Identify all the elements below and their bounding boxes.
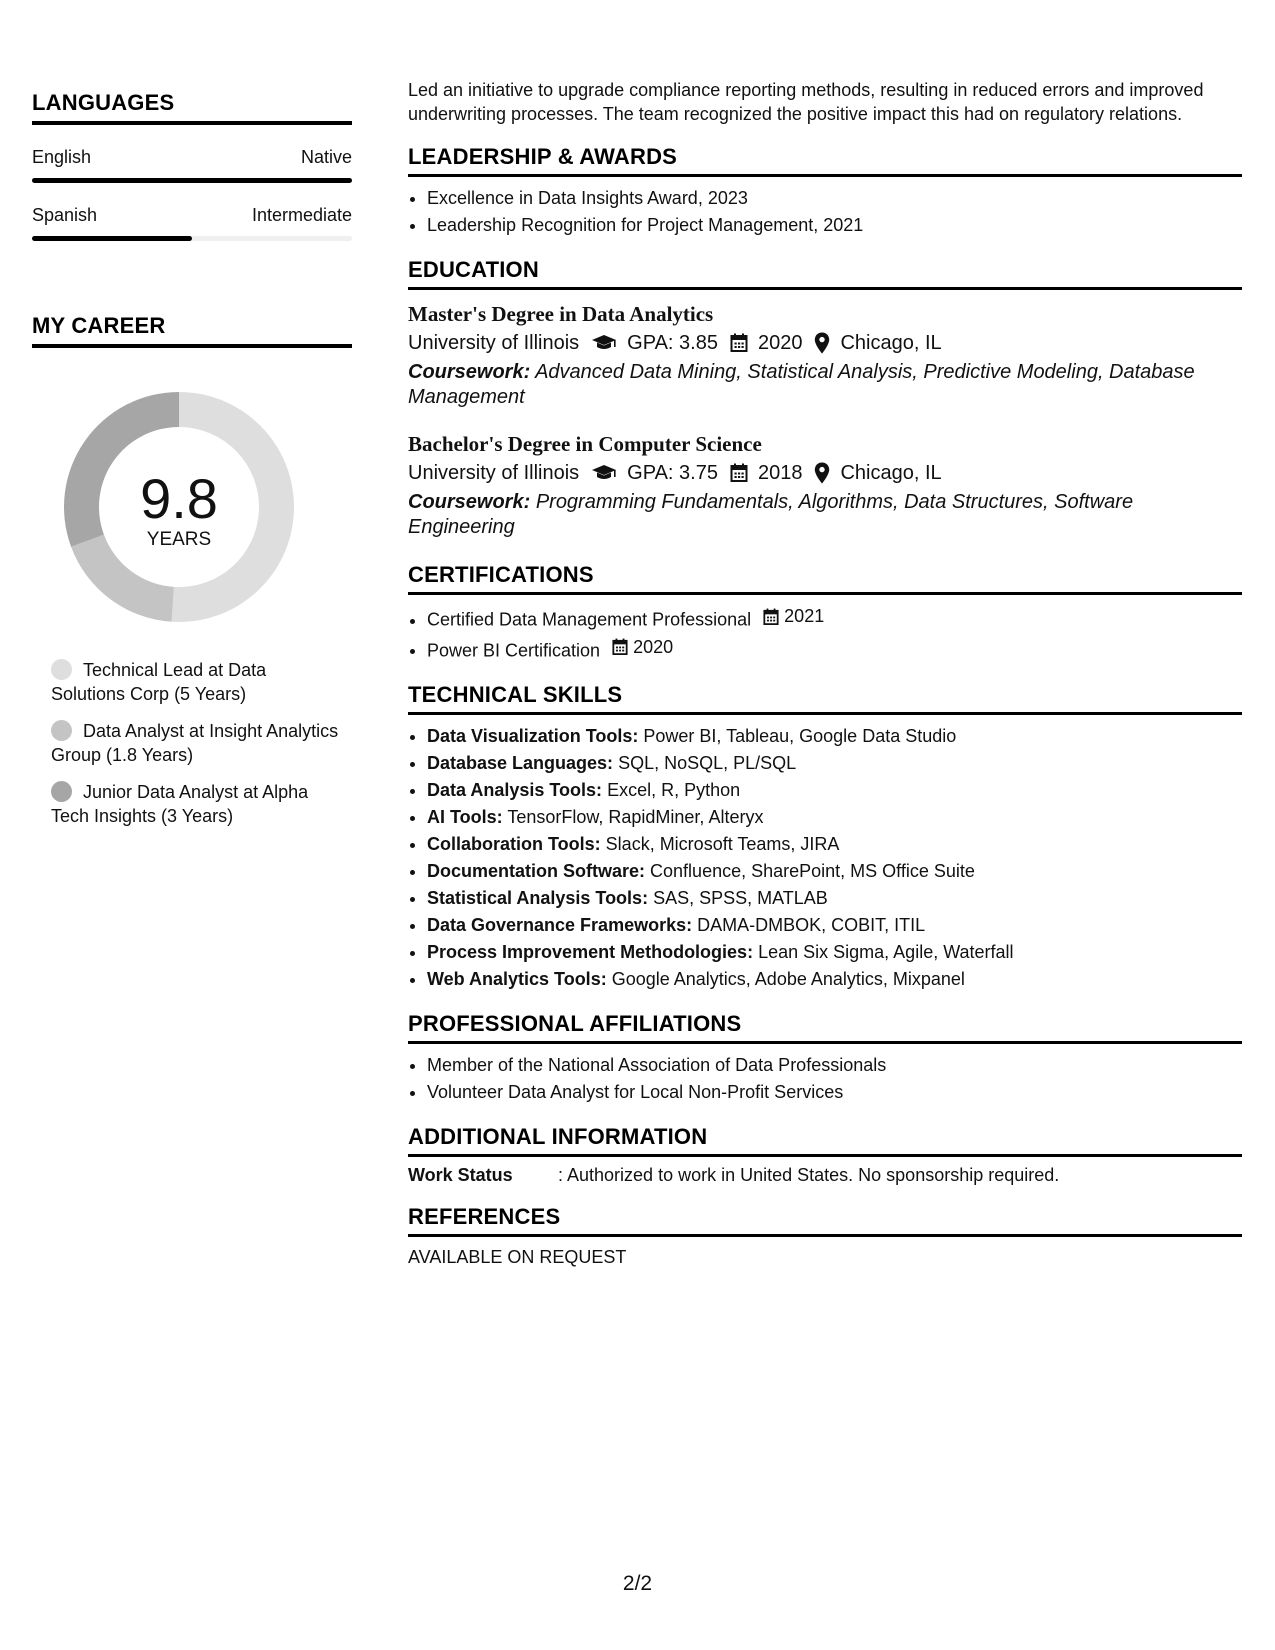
career-legend-label: Junior Data Analyst at Alpha Tech Insights (3 Years)	[51, 782, 309, 826]
degree-title: Bachelor's Degree in Computer Science	[408, 432, 762, 456]
skill-item	[427, 750, 1242, 777]
leadership-heading: LEADERSHIP & AWARDS	[408, 144, 1242, 177]
skill-item	[427, 723, 1242, 750]
graduation-year: 2018	[757, 462, 803, 484]
skill-values: DAMA-DMBOK, COBIT, ITIL	[697, 915, 926, 935]
references-section	[408, 1204, 1242, 1268]
graduation-cap-icon	[591, 333, 617, 353]
location-pin-icon	[814, 332, 830, 354]
skill-category: AI Tools:	[427, 807, 503, 827]
references-heading: REFERENCES	[408, 1204, 1242, 1237]
skill-category: Data Governance Frameworks:	[427, 915, 693, 935]
education-section	[408, 257, 1242, 540]
additional-info-heading: ADDITIONAL INFORMATION	[408, 1124, 1242, 1157]
certifications-heading: CERTIFICATIONS	[408, 562, 1242, 595]
skill-values: SQL, NoSQL, PL/SQL	[618, 753, 797, 773]
skill-values: SAS, SPSS, MATLAB	[653, 888, 828, 908]
skill-item	[427, 777, 1242, 804]
skill-item	[427, 966, 1242, 993]
skill-item	[427, 858, 1242, 885]
calendar-icon	[612, 638, 628, 656]
skill-item	[427, 939, 1242, 966]
page-number: 2/2	[622, 1572, 653, 1595]
affiliations-list	[408, 1052, 1242, 1106]
gpa: GPA: 3.85	[627, 332, 718, 354]
language-proficiency-bar	[32, 236, 352, 241]
skill-category: Process Improvement Methodologies:	[427, 942, 754, 962]
legend-dot-icon	[51, 659, 72, 680]
list-item: • Leadership Recognition for Project Management, 2021	[427, 212, 1242, 239]
work-status-label: Work Status	[408, 1165, 513, 1185]
skill-item	[427, 831, 1242, 858]
skill-values: Lean Six Sigma, Agile, Waterfall	[758, 942, 1014, 962]
legend-dot-icon	[51, 781, 72, 802]
technical-skills-heading: TECHNICAL SKILLS	[408, 682, 1242, 715]
language-name: Spanish	[32, 205, 98, 225]
skill-category: Data Visualization Tools:	[427, 726, 639, 746]
coursework-text: Advanced Data Mining, Statistical Analysis, Predictive Modeling, Database Management	[408, 361, 1195, 408]
languages-section	[32, 90, 352, 241]
list-item: • Excellence in Data Insights Award, 2023	[427, 185, 1242, 212]
skill-values: Confluence, SharePoint, MS Office Suite	[650, 861, 975, 881]
career-legend	[51, 658, 341, 828]
career-legend-item	[51, 658, 341, 706]
certification-year: 2021	[784, 606, 825, 626]
career-heading: MY CAREER	[32, 313, 352, 348]
experience-summary: Led an initiative to upgrade compliance reporting methods, resulting in reduced errors and improved underwriting processes. The team recognized the positive impact this had on regulatory relations.	[408, 80, 1204, 124]
education-heading: EDUCATION	[408, 257, 1242, 290]
skill-item	[427, 885, 1242, 912]
skill-category: Web Analytics Tools:	[427, 969, 607, 989]
certifications-list	[408, 603, 1242, 664]
technical-skills-section	[408, 682, 1242, 993]
skill-item	[427, 912, 1242, 939]
skill-values: TensorFlow, RapidMiner, Alteryx	[507, 807, 764, 827]
leadership-section	[408, 144, 1242, 239]
skill-values: Power BI, Tableau, Google Data Studio	[643, 726, 957, 746]
list-item: • Member of the National Association of Data Professionals	[427, 1052, 1242, 1079]
career-total-years: 9.8	[140, 467, 218, 530]
calendar-icon	[763, 608, 779, 626]
list-item	[427, 634, 1242, 665]
skill-item	[427, 804, 1242, 831]
skill-category: Collaboration Tools:	[427, 834, 601, 854]
school-name: University of Illinois	[408, 332, 580, 354]
list-item	[427, 603, 1242, 634]
additional-info-section	[408, 1124, 1242, 1186]
affiliations-section	[408, 1011, 1242, 1106]
legend-dot-icon	[51, 720, 72, 741]
leadership-list	[408, 185, 1242, 239]
school-location: Chicago, IL	[840, 462, 942, 484]
skills-list	[408, 723, 1242, 993]
gpa: GPA: 3.75	[627, 462, 718, 484]
career-legend-label: Technical Lead at Data Solutions Corp (5 Years)	[51, 660, 267, 704]
language-level: Intermediate	[251, 205, 352, 225]
career-legend-label: Data Analyst at Insight Analytics Group (1.8 Years)	[51, 721, 339, 765]
certification-year: 2020	[633, 636, 674, 657]
certification-name: Certified Data Management Professional	[427, 609, 752, 630]
certifications-section	[408, 562, 1242, 664]
education-entry	[408, 430, 1242, 540]
skill-category: Database Languages:	[427, 753, 614, 773]
skill-values: Excel, R, Python	[607, 780, 741, 800]
certification-name: Power BI Certification	[427, 640, 601, 660]
skill-category: Statistical Analysis Tools:	[427, 888, 649, 908]
affiliations-heading: PROFESSIONAL AFFILIATIONS	[408, 1011, 1242, 1044]
list-item: • Volunteer Data Analyst for Local Non-Profit Services	[427, 1079, 1242, 1106]
calendar-icon	[730, 463, 748, 483]
career-donut-chart	[64, 392, 294, 622]
graduation-cap-icon	[591, 463, 617, 483]
languages-heading: LANGUAGES	[32, 90, 352, 125]
language-proficiency-fill	[32, 178, 352, 183]
career-years-unit: YEARS	[146, 529, 212, 550]
career-legend-item	[51, 719, 341, 767]
coursework-label: Coursework:	[408, 361, 531, 383]
skill-category: Documentation Software:	[427, 861, 646, 881]
skill-values: Slack, Microsoft Teams, JIRA	[605, 834, 840, 854]
work-status-value: : Authorized to work in United States. No sponsorship required.	[558, 1165, 1060, 1185]
career-legend-item	[51, 780, 341, 828]
coursework-text: Programming Fundamentals, Algorithms, Data Structures, Software Engineering	[408, 491, 1134, 538]
language-level: Native	[300, 147, 352, 167]
calendar-icon	[730, 333, 748, 353]
graduation-year: 2020	[757, 332, 803, 354]
location-pin-icon	[814, 462, 830, 484]
career-section	[32, 313, 352, 828]
language-proficiency-fill	[32, 236, 192, 241]
references-text: AVAILABLE ON REQUEST	[408, 1247, 627, 1267]
language-item	[32, 147, 352, 183]
coursework-label: Coursework:	[408, 491, 531, 513]
left-column	[32, 90, 352, 841]
skill-values: Google Analytics, Adobe Analytics, Mixpanel	[611, 969, 965, 989]
language-proficiency-bar	[32, 178, 352, 183]
degree-title: Master's Degree in Data Analytics	[408, 302, 714, 326]
education-entry	[408, 300, 1242, 410]
right-column	[408, 78, 1242, 1268]
school-name: University of Illinois	[408, 462, 580, 484]
school-location: Chicago, IL	[840, 332, 942, 354]
language-item	[32, 205, 352, 241]
skill-category: Data Analysis Tools:	[427, 780, 603, 800]
language-name: English	[32, 147, 92, 167]
